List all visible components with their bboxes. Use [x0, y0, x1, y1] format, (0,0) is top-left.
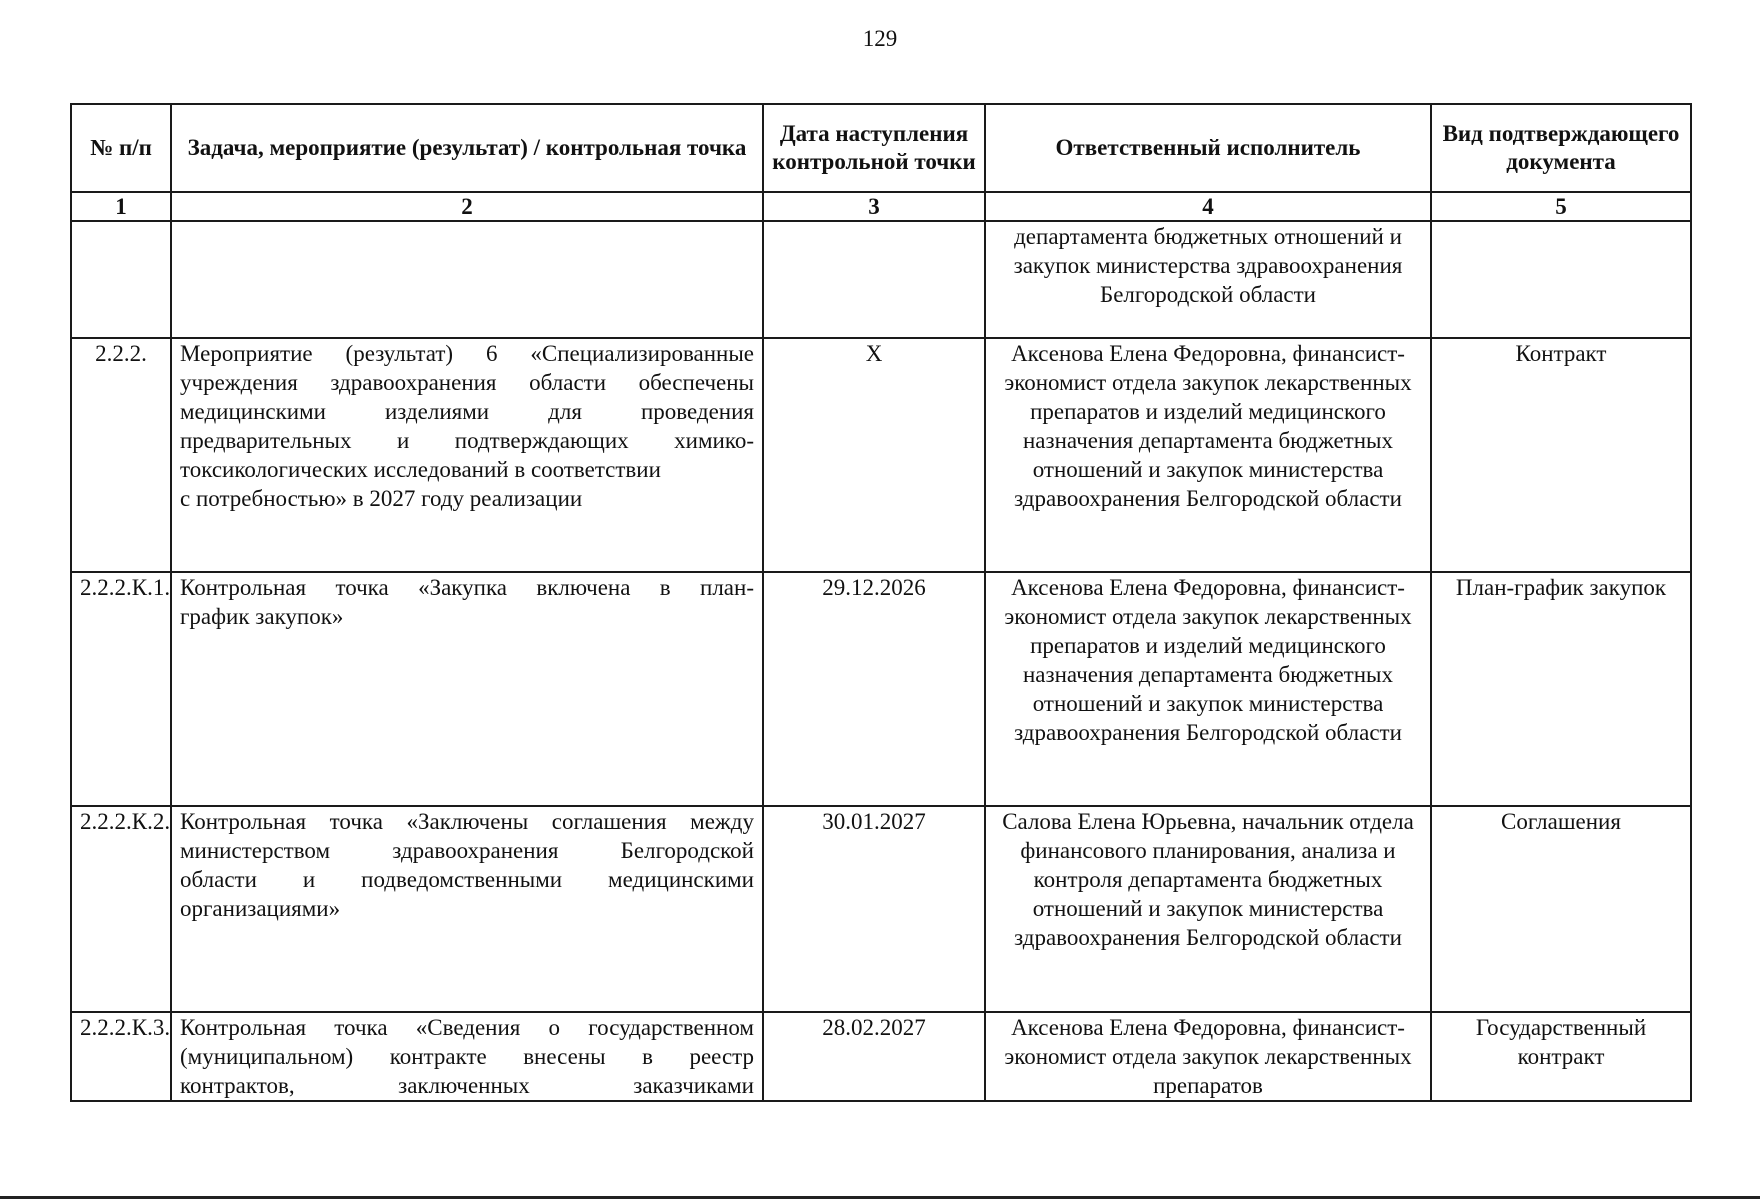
- table-row: [71, 221, 1691, 338]
- header-task: Задача, мероприятие (результат) / контрольная точка: [171, 104, 763, 192]
- row-executor: Аксенова Елена Федоровна, финансист-экономист отдела закупок лекарственных препаратов и изделий медицинского назначения департамента бюджетных отношений и закупок министерства здравоохранения Белгородской области: [985, 338, 1431, 572]
- task-line: Контрольная точка «Заключены соглашения между: [180, 809, 754, 834]
- row-document: Контракт: [1431, 338, 1691, 572]
- column-number: 1: [71, 192, 171, 221]
- column-number: 2: [171, 192, 763, 221]
- row-document: [1431, 221, 1691, 338]
- task-line: Мероприятие (результат) 6 «Специализированные: [180, 341, 754, 366]
- row-executor: Аксенова Елена Федоровна, финансист-экономист отдела закупок лекарственных препаратов: [985, 1012, 1431, 1101]
- task-line: с потребностью» в 2027 году реализации: [180, 486, 583, 511]
- column-number: 3: [763, 192, 985, 221]
- row-executor: Аксенова Елена Федоровна, финансист-экономист отдела закупок лекарственных препаратов и изделий медицинского назначения департамента бюджетных отношений и закупок министерства здравоохранения Белгородской области: [985, 572, 1431, 806]
- row-date: 28.02.2027: [763, 1012, 985, 1101]
- column-number: 5: [1431, 192, 1691, 221]
- row-document: Соглашения: [1431, 806, 1691, 1012]
- task-line: области и подведомственными медицинскими: [180, 867, 754, 892]
- task-line: (муниципальном) контракте внесены в реестр: [180, 1044, 754, 1069]
- row-task: [171, 338, 763, 572]
- row-date: 30.01.2027: [763, 806, 985, 1012]
- header-executor: Ответственный исполнитель: [985, 104, 1431, 192]
- row-task: [171, 221, 763, 338]
- header-document: Вид подтверждающего документа: [1431, 104, 1691, 192]
- header-number: № п/п: [71, 104, 171, 192]
- table-row: [71, 338, 1691, 572]
- row-number: 2.2.2.: [71, 338, 171, 572]
- table-row: [71, 1012, 1691, 1101]
- task-line: медицинскими изделиями для проведения: [180, 399, 754, 424]
- row-number: [71, 221, 171, 338]
- control-points-table: [70, 103, 1692, 1102]
- page-bottom-rule: [0, 1196, 1760, 1199]
- row-task: [171, 1012, 763, 1101]
- task-line: график закупок»: [180, 604, 344, 629]
- task-line: Контрольная точка «Закупка включена в план-: [180, 575, 754, 600]
- task-line: Контрольная точка «Сведения о государственном: [180, 1015, 754, 1040]
- row-date: [763, 221, 985, 338]
- task-line: предварительных и подтверждающих химико-: [180, 428, 754, 453]
- row-task: [171, 806, 763, 1012]
- table-row: [71, 572, 1691, 806]
- row-task: [171, 572, 763, 806]
- row-date: Х: [763, 338, 985, 572]
- row-document: Государственный контракт: [1431, 1012, 1691, 1101]
- task-line: министерством здравоохранения Белгородской: [180, 838, 754, 863]
- row-number: 2.2.2.К.1.: [71, 572, 171, 806]
- header-date: Дата наступления контрольной точки: [763, 104, 985, 192]
- column-number: 4: [985, 192, 1431, 221]
- table-header-row: [71, 104, 1691, 192]
- task-line: токсикологических исследований в соответствии: [180, 457, 661, 482]
- row-number: 2.2.2.К.3.: [71, 1012, 171, 1101]
- task-line: учреждения здравоохранения области обеспечены: [180, 370, 754, 395]
- row-date: 29.12.2026: [763, 572, 985, 806]
- page-number: 129: [862, 26, 898, 51]
- row-number: 2.2.2.К.2.: [71, 806, 171, 1012]
- row-executor: Салова Елена Юрьевна, начальник отдела финансового планирования, анализа и контроля департамента бюджетных отношений и закупок министерства здравоохранения Белгородской области: [985, 806, 1431, 1012]
- column-number-row: [71, 192, 1691, 221]
- task-line: организациями»: [180, 896, 341, 921]
- table-row: [71, 806, 1691, 1012]
- row-executor: департамента бюджетных отношений и закупок министерства здравоохранения Белгородской области: [985, 221, 1431, 338]
- task-line: контрактов, заключенных заказчиками: [180, 1073, 754, 1098]
- row-document: План-график закупок: [1431, 572, 1691, 806]
